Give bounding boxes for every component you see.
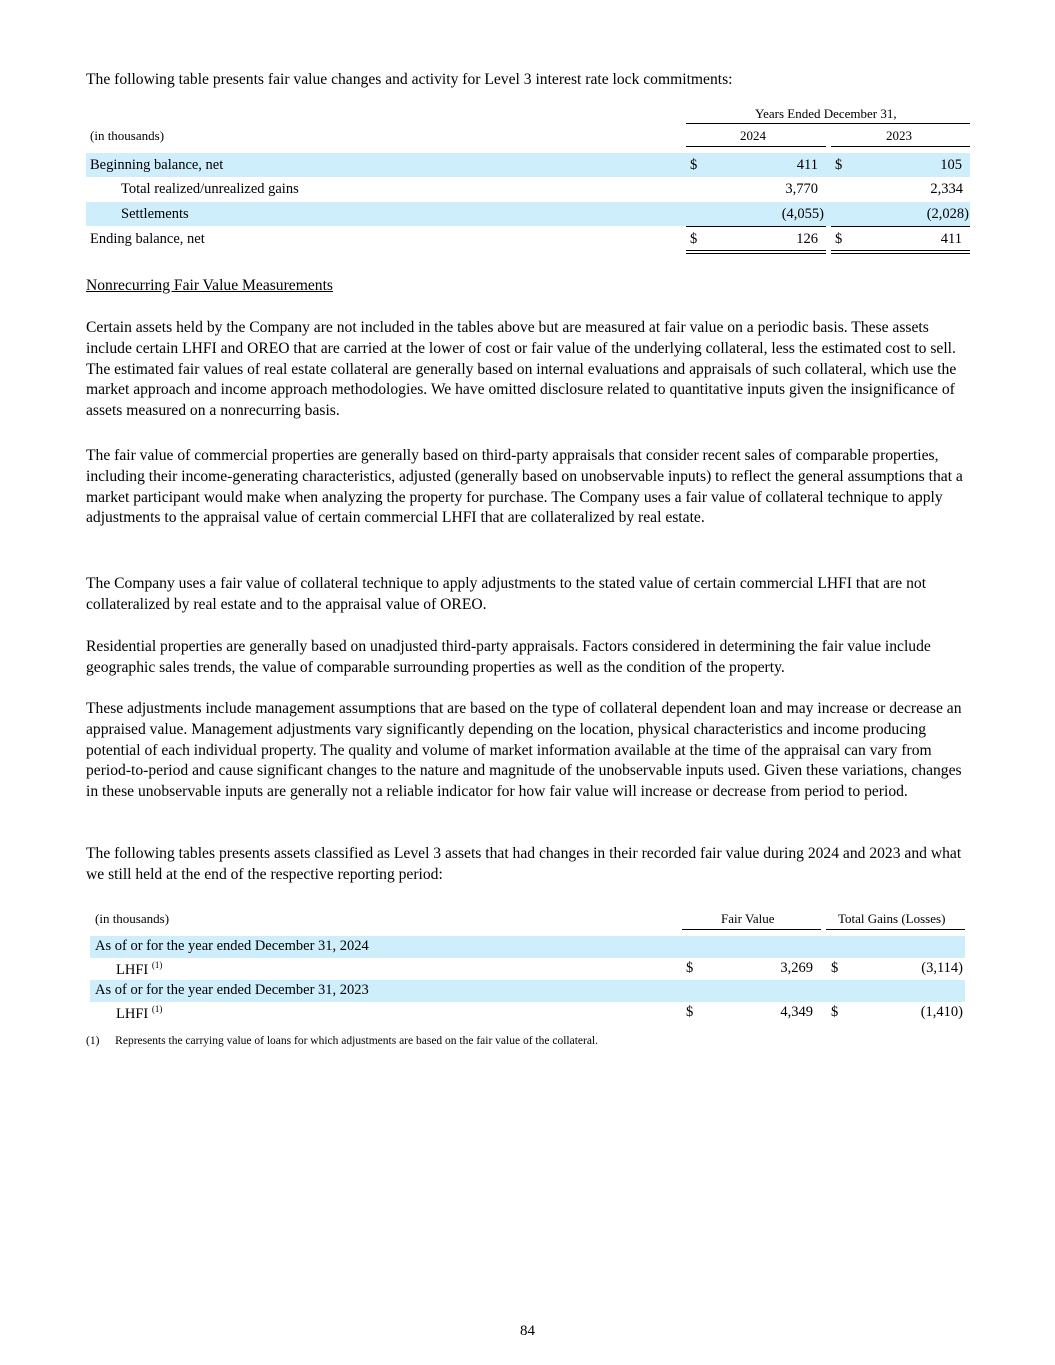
row-label: Total realized/unrealized gains — [121, 181, 299, 197]
col2-rule — [831, 146, 970, 147]
value-2024: 411 — [796, 157, 818, 173]
total-double-rule — [686, 253, 826, 254]
row-label: Ending balance, net — [90, 231, 205, 247]
table1-unit: (in thousands) — [90, 128, 165, 143]
intro-text: The following table presents fair value changes and activity for Level 3 interest rate lock commitments: — [86, 71, 733, 88]
currency-symbol: $ — [835, 231, 843, 247]
row-label: LHFI $^{(1)}$ — [116, 1004, 163, 1022]
section-heading: Nonrecurring Fair Value Measurements — [86, 277, 333, 294]
currency-symbol: $ — [831, 1004, 839, 1020]
value-2023: 411 — [940, 231, 962, 247]
total-double-rule — [831, 253, 970, 254]
paragraph: These adjustments include management assumptions that are based on the type of collateral dependent loan and may increase or decrease an appraised value. Management adjustments vary significantly depending on the location, physical characteristics and income producing potential of each individual property. The quality and volume of market information available at the time of the appraisal can vary from period-to-period and cause significant changes to the nature and magnitude of the unobservable inputs used. Given these variations, changes in these unobservable inputs are generally not a reliable indicator for how fair value will increase or decrease from period to period. — [86, 700, 962, 801]
group-heading: As of or for the year ended December 31, 2023 — [95, 982, 369, 998]
value-2023: (2,028) — [926, 206, 969, 222]
fair-value: 3,269 — [780, 960, 813, 976]
footnote — [86, 1035, 598, 1047]
row-shade — [86, 202, 970, 226]
paragraph: The following tables presents assets classified as Level 3 assets that had changes in their recorded fair value during 2024 and 2023 and what we still held at the end of the respective reporting period: — [86, 845, 962, 883]
currency-symbol: $ — [686, 960, 694, 976]
total-gains-losses: (3,114) — [921, 960, 963, 976]
fair-value: 4,349 — [780, 1004, 813, 1020]
table1-col-2023: 2023 — [886, 128, 912, 143]
total-double-rule — [686, 250, 826, 251]
col1-rule — [682, 929, 821, 930]
footnote-ref: (1) — [151, 960, 163, 970]
total-gains-losses: (1,410) — [920, 1004, 963, 1020]
table1-header-group: Years Ended December 31, — [755, 106, 897, 121]
col2-rule — [826, 929, 965, 930]
table2-col-gains-losses: Total Gains (Losses) — [838, 911, 946, 926]
subtotal-rule — [831, 226, 970, 227]
currency-symbol: $ — [831, 960, 839, 976]
row-label: LHFI $^{(1)}$ — [116, 960, 163, 978]
footnote-text: Represents the carrying value of loans for which adjustments are based on the fair value of the collateral. — [115, 1035, 598, 1047]
value-2023: 105 — [940, 157, 962, 173]
subtotal-rule — [686, 226, 826, 227]
value-2024: (4,055) — [781, 206, 824, 222]
col1-rule — [686, 146, 826, 147]
row-label: Beginning balance, net — [90, 157, 224, 173]
table1-col-2024: 2024 — [740, 128, 766, 143]
currency-symbol: $ — [835, 157, 843, 173]
header-rule — [686, 123, 970, 124]
total-double-rule — [831, 250, 970, 251]
paragraph: The Company uses a fair value of collateral technique to apply adjustments to the stated value of certain commercial LHFI that are not collateralized by real estate and to the appraisal value of OREO. — [86, 575, 927, 613]
currency-symbol: $ — [690, 231, 698, 247]
value-2023: 2,334 — [930, 181, 963, 197]
value-2024: 126 — [796, 231, 818, 247]
row-label: Settlements — [121, 206, 189, 222]
page-number: 84 — [520, 1323, 535, 1339]
table2-col-fair-value: Fair Value — [721, 911, 775, 926]
footnote-marker: (1) — [86, 1035, 100, 1047]
value-2024: 3,770 — [785, 181, 818, 197]
currency-symbol: $ — [686, 1004, 694, 1020]
group-heading: As of or for the year ended December 31, 2024 — [95, 938, 369, 954]
table2-unit: (in thousands) — [95, 911, 170, 926]
paragraph: Certain assets held by the Company are not included in the tables above but are measured at fair value on a periodic basis. These assets include certain LHFI and OREO that are carried at the lower of cost or fair value of the underlying collateral, less the estimated cost to sell. The estimated fair values of real estate collateral are generally based on internal evaluations and appraisals of such collateral, which use the market approach and income approach methodologies. We have omitted disclosure related to quantitative inputs given the insignificance of assets measured on a nonrecurring basis. — [86, 319, 957, 420]
footnote-ref: (1) — [151, 1004, 163, 1014]
paragraph: Residential properties are generally based on unadjusted third-party appraisals. Factors considered in determining the fair value include geographic sales trends, the value of comparable surrounding properties as well as the condition of the property. — [86, 638, 931, 676]
paragraph: The fair value of commercial properties are generally based on third-party appraisals that consider recent sales of comparable properties, including their income-generating characteristics, adjusted (generally based on unobservable inputs) to reflect the general assumptions that a market participant would make when analyzing the property for purchase. The Company uses a fair value of collateral technique to apply adjustments to the appraisal value of certain commercial LHFI that are collateralized by real estate. — [86, 447, 963, 527]
currency-symbol: $ — [690, 157, 698, 173]
